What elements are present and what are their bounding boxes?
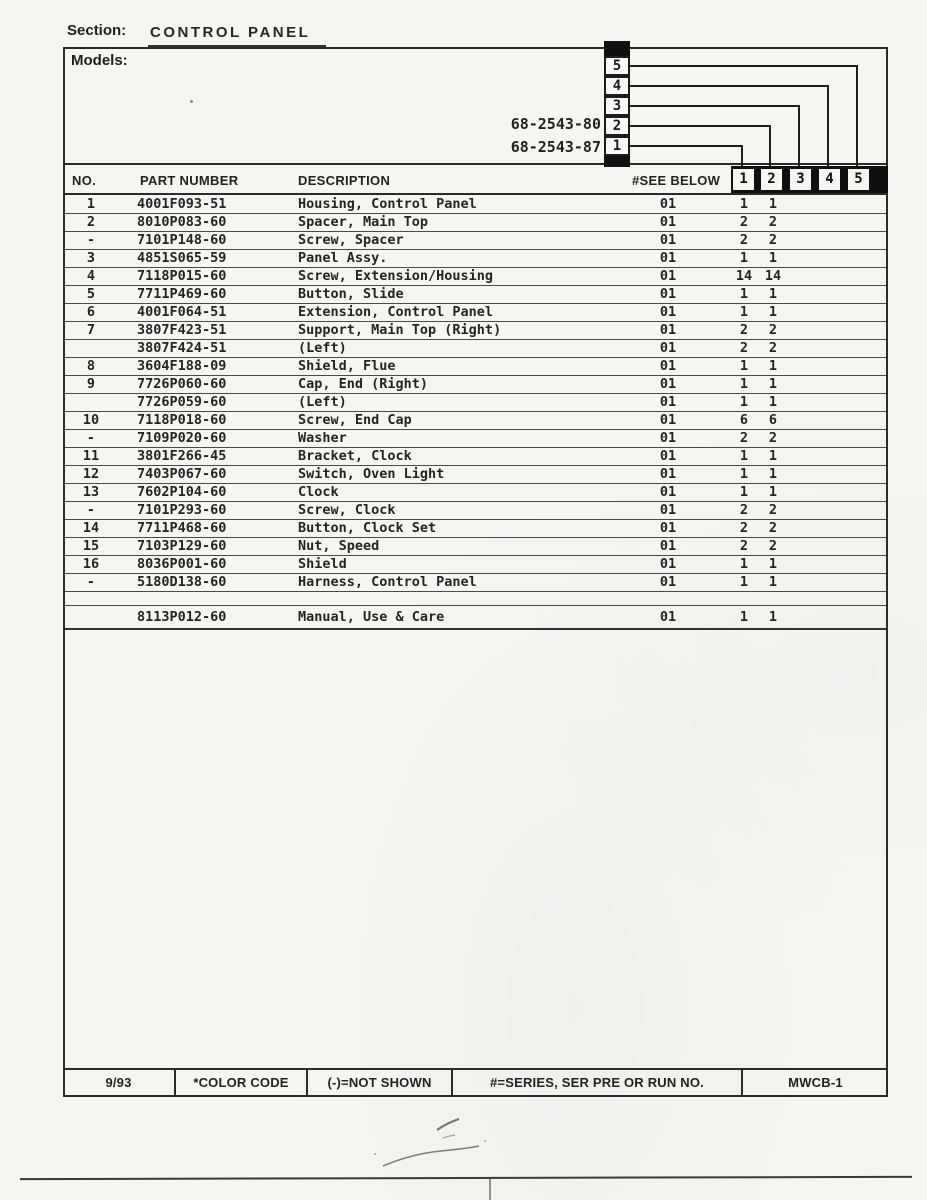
row-description: Button, Clock Set <box>298 520 437 536</box>
model-column-4: 4 <box>819 169 840 190</box>
table-row <box>65 502 886 520</box>
page-edge-line <box>20 1176 912 1180</box>
footer-series-note: #=SERIES, SER PRE OR RUN NO. <box>453 1070 743 1097</box>
row-qty-model-2: 1 <box>768 448 778 464</box>
row-qty-model-1: 1 <box>739 484 749 500</box>
model-column-2: 2 <box>761 169 782 190</box>
row-series: 01 <box>659 214 677 230</box>
row-part-number: 7726P060-60 <box>137 376 227 392</box>
table-row <box>65 214 886 232</box>
row-part-number: 3604F188-09 <box>137 358 227 374</box>
row-qty-model-1: 2 <box>739 232 749 248</box>
row-qty-model-1: 1 <box>739 556 749 572</box>
row-description: Extension, Control Panel <box>298 304 494 320</box>
row-series: 01 <box>659 376 677 392</box>
row-no: - <box>86 232 96 248</box>
row-description: Washer <box>298 430 347 446</box>
row-qty-model-2: 2 <box>768 520 778 536</box>
row-no: - <box>86 502 96 518</box>
models-label: Models: <box>71 52 128 69</box>
row-part-number: 7118P015-60 <box>137 268 227 284</box>
row-no: 14 <box>82 520 100 536</box>
row-qty-model-2: 1 <box>768 574 778 590</box>
row-description: Shield, Flue <box>298 358 396 374</box>
callout-box-5: 5 <box>604 56 630 76</box>
row-description: Spacer, Main Top <box>298 214 429 230</box>
row-part-number: 4851S065-59 <box>137 250 227 266</box>
row-qty-model-1: 1 <box>739 358 749 374</box>
row-part-number: 5180D138-60 <box>137 574 227 590</box>
handwritten-scribble <box>365 1108 535 1178</box>
row-qty-model-1: 2 <box>739 520 749 536</box>
callout-box-1: 1 <box>604 136 630 156</box>
row-series: 01 <box>659 556 677 572</box>
row-series: 01 <box>659 609 677 625</box>
row-description: Harness, Control Panel <box>298 574 477 590</box>
table-row <box>65 520 886 538</box>
row-description: Nut, Speed <box>298 538 380 554</box>
table-row <box>65 484 886 502</box>
row-no: 6 <box>86 304 96 320</box>
row-part-number: 8010P083-60 <box>137 214 227 230</box>
table-row <box>65 466 886 484</box>
row-no: 13 <box>82 484 100 500</box>
row-qty-model-1: 2 <box>739 214 749 230</box>
row-part-number: 8036P001-60 <box>137 556 227 572</box>
footer-date: 9/93 <box>63 1070 176 1097</box>
row-qty-model-1: 2 <box>739 340 749 356</box>
table-row-manual <box>65 606 886 630</box>
row-description: Bracket, Clock <box>298 448 412 464</box>
table-row <box>65 394 886 412</box>
row-description: Panel Assy. <box>298 250 388 266</box>
table-row <box>65 358 886 376</box>
row-qty-model-1: 1 <box>739 286 749 302</box>
row-qty-model-2: 1 <box>768 609 778 625</box>
row-qty-model-2: 1 <box>768 196 778 212</box>
model-column-3: 3 <box>790 169 811 190</box>
row-description: Manual, Use & Care <box>298 609 445 625</box>
row-series: 01 <box>659 502 677 518</box>
row-series: 01 <box>659 574 677 590</box>
row-qty-model-1: 1 <box>739 448 749 464</box>
row-series: 01 <box>659 520 677 536</box>
row-qty-model-2: 2 <box>768 214 778 230</box>
row-qty-model-2: 1 <box>768 376 778 392</box>
row-series: 01 <box>659 466 677 482</box>
row-description: Clock <box>298 484 339 500</box>
row-qty-model-2: 1 <box>768 250 778 266</box>
row-no: 1 <box>86 196 96 212</box>
table-row <box>65 196 886 214</box>
row-qty-model-2: 1 <box>768 304 778 320</box>
row-qty-model-2: 2 <box>768 538 778 554</box>
row-series: 01 <box>659 196 677 212</box>
row-qty-model-1: 2 <box>739 538 749 554</box>
empty-row <box>65 592 886 606</box>
row-qty-model-1: 2 <box>739 430 749 446</box>
table-row <box>65 286 886 304</box>
row-description: Support, Main Top (Right) <box>298 322 502 338</box>
callout-box-3: 3 <box>604 96 630 116</box>
row-qty-model-1: 1 <box>739 250 749 266</box>
callout-box-4: 4 <box>604 76 630 96</box>
footer-legend <box>63 1068 888 1097</box>
row-qty-model-1: 1 <box>739 394 749 410</box>
model-column-1: 1 <box>733 169 754 190</box>
row-part-number: 7602P104-60 <box>137 484 227 500</box>
row-part-number: 7711P469-60 <box>137 286 227 302</box>
row-qty-model-2: 14 <box>764 268 782 284</box>
table-row <box>65 574 886 592</box>
row-description: Shield <box>298 556 347 572</box>
parts-table-rows <box>65 196 886 592</box>
row-qty-model-2: 2 <box>768 340 778 356</box>
row-description: Switch, Oven Light <box>298 466 445 482</box>
row-no: 3 <box>86 250 96 266</box>
row-no: 12 <box>82 466 100 482</box>
footer-page-code: MWCB-1 <box>788 1075 843 1090</box>
row-part-number: 3801F266-45 <box>137 448 227 464</box>
row-part-number: 7711P468-60 <box>137 520 227 536</box>
row-part-number: 7101P148-60 <box>137 232 227 248</box>
row-qty-model-1: 1 <box>739 376 749 392</box>
row-part-number: 4001F093-51 <box>137 196 227 212</box>
leader-line-1 <box>630 145 743 166</box>
row-series: 01 <box>659 538 677 554</box>
page-edge-tick <box>489 1179 491 1200</box>
table-row <box>65 448 886 466</box>
row-series: 01 <box>659 484 677 500</box>
row-part-number: 7403P067-60 <box>137 466 227 482</box>
row-qty-model-2: 1 <box>768 556 778 572</box>
row-qty-model-1: 6 <box>739 412 749 428</box>
row-qty-model-2: 1 <box>768 484 778 500</box>
row-qty-model-2: 1 <box>768 466 778 482</box>
row-qty-model-1: 2 <box>739 322 749 338</box>
row-part-number: 7103P129-60 <box>137 538 227 554</box>
table-row <box>65 376 886 394</box>
row-no: 5 <box>86 286 96 302</box>
row-series: 01 <box>659 340 677 356</box>
row-no: 2 <box>86 214 96 230</box>
row-description: Screw, Extension/Housing <box>298 268 494 284</box>
row-series: 01 <box>659 430 677 446</box>
section-label: Section: <box>67 22 127 39</box>
row-no: 7 <box>86 322 96 338</box>
row-series: 01 <box>659 394 677 410</box>
callout-stack-cap-bottom <box>604 156 630 167</box>
callout-stack-cap-top <box>604 41 630 56</box>
parts-table-tail <box>65 592 886 630</box>
row-series: 01 <box>659 250 677 266</box>
row-qty-model-1: 1 <box>739 466 749 482</box>
row-series: 01 <box>659 358 677 374</box>
row-no: 16 <box>82 556 100 572</box>
row-qty-model-2: 6 <box>768 412 778 428</box>
row-part-number: 7101P293-60 <box>137 502 227 518</box>
row-description: Screw, End Cap <box>298 412 412 428</box>
row-qty-model-1: 2 <box>739 502 749 518</box>
table-row <box>65 556 886 574</box>
model-number: 68-2543-87 <box>510 138 601 156</box>
row-description: Housing, Control Panel <box>298 196 477 212</box>
row-no: 4 <box>86 268 96 284</box>
row-qty-model-1: 14 <box>735 268 753 284</box>
table-row <box>65 322 886 340</box>
footer-not-shown: (-)=NOT SHOWN <box>308 1070 453 1097</box>
table-row <box>65 430 886 448</box>
row-qty-model-1: 1 <box>739 196 749 212</box>
row-qty-model-1: 1 <box>739 609 749 625</box>
row-series: 01 <box>659 448 677 464</box>
column-header-description: DESCRIPTION <box>298 173 391 188</box>
footer-color-code: *COLOR CODE <box>176 1070 308 1097</box>
table-row <box>65 232 886 250</box>
row-description: (Left) <box>298 340 347 356</box>
row-series: 01 <box>659 268 677 284</box>
scan-speck <box>190 100 193 103</box>
callout-box-2: 2 <box>604 116 630 136</box>
row-description: (Left) <box>298 394 347 410</box>
row-series: 01 <box>659 322 677 338</box>
row-part-number: 8113P012-60 <box>137 609 227 625</box>
model-column-5: 5 <box>848 169 869 190</box>
row-description: Screw, Spacer <box>298 232 404 248</box>
row-qty-model-2: 1 <box>768 358 778 374</box>
row-qty-model-2: 2 <box>768 322 778 338</box>
header-underline <box>63 193 888 195</box>
row-no: 15 <box>82 538 100 554</box>
row-part-number: 7726P059-60 <box>137 394 227 410</box>
table-row <box>65 340 886 358</box>
column-header-see-below: #SEE BELOW <box>632 173 721 188</box>
row-qty-model-2: 2 <box>768 232 778 248</box>
row-no: 10 <box>82 412 100 428</box>
table-row <box>65 304 886 322</box>
row-part-number: 7118P018-60 <box>137 412 227 428</box>
row-qty-model-2: 1 <box>768 394 778 410</box>
table-row <box>65 538 886 556</box>
row-series: 01 <box>659 232 677 248</box>
column-header-no: NO. <box>72 173 97 188</box>
row-qty-model-2: 1 <box>768 286 778 302</box>
section-title: CONTROL PANEL <box>148 24 326 47</box>
row-qty-model-1: 1 <box>739 304 749 320</box>
row-qty-model-2: 2 <box>768 502 778 518</box>
column-header-part-number: PART NUMBER <box>140 173 239 188</box>
model-column-strip <box>731 166 888 193</box>
model-number: 68-2543-80 <box>510 115 601 133</box>
row-no: 9 <box>86 376 96 392</box>
table-row <box>65 250 886 268</box>
row-no: 8 <box>86 358 96 374</box>
row-part-number: 3807F424-51 <box>137 340 227 356</box>
model-numbers <box>461 113 601 159</box>
row-no: - <box>86 574 96 590</box>
row-part-number: 4001F064-51 <box>137 304 227 320</box>
table-row <box>65 412 886 430</box>
row-series: 01 <box>659 304 677 320</box>
row-no: 11 <box>82 448 100 464</box>
row-no: - <box>86 430 96 446</box>
row-part-number: 7109P020-60 <box>137 430 227 446</box>
row-qty-model-1: 1 <box>739 574 749 590</box>
row-description: Cap, End (Right) <box>298 376 429 392</box>
row-qty-model-2: 2 <box>768 430 778 446</box>
row-series: 01 <box>659 412 677 428</box>
row-description: Button, Slide <box>298 286 404 302</box>
row-part-number: 3807F423-51 <box>137 322 227 338</box>
row-series: 01 <box>659 286 677 302</box>
table-row <box>65 268 886 286</box>
row-description: Screw, Clock <box>298 502 396 518</box>
